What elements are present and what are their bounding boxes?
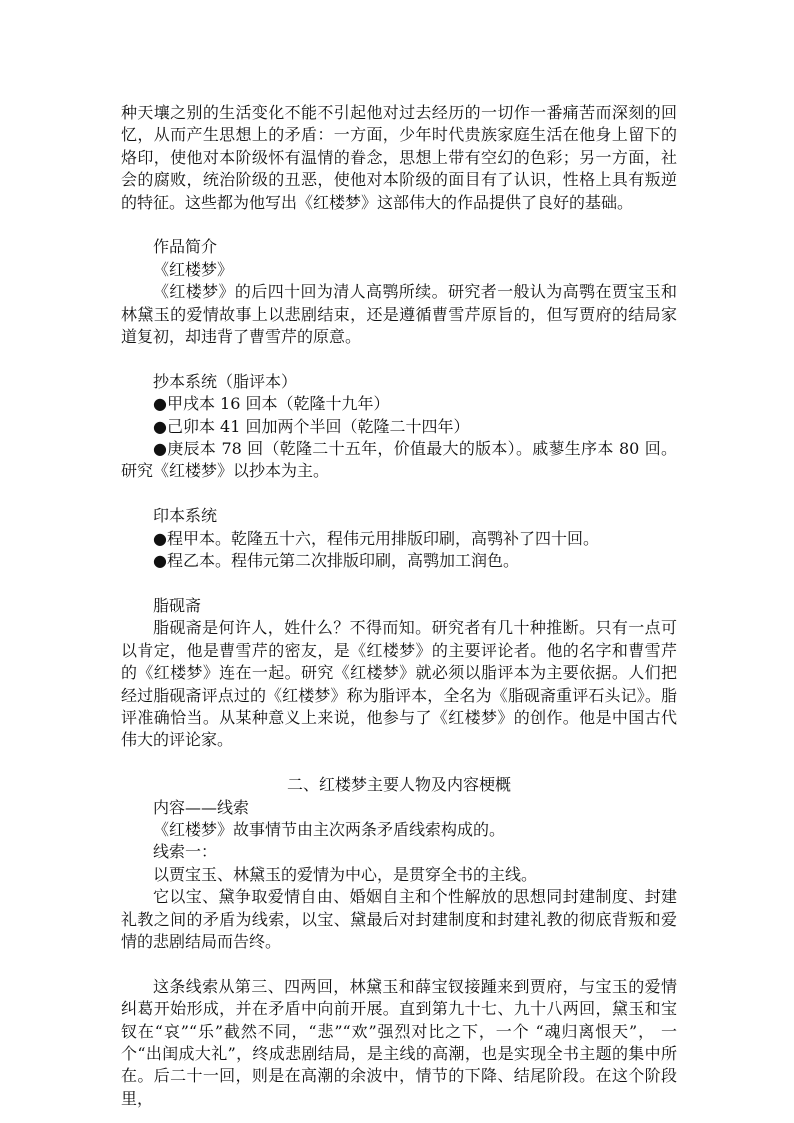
works-paragraph: 《红楼梦》的后四十回为清人高鹗所续。研究者一般认为高鹗在贾宝玉和林黛玉的爱情故事上以悲剧结束，还是遵循曹雪芹原旨的，但写贾府的结局家道复初，却违背了曹雪芹的原意。 [121,282,677,347]
spacer [121,572,677,594]
section-title: 二、红楼梦主要人物及内容梗概 [286,775,511,795]
spacer [121,953,677,975]
document-page [121,102,677,1110]
prints-heading: 印本系统 [153,506,218,526]
content-line: 《红楼梦》故事情节由主次两条矛盾线索构成的。 [153,819,506,839]
final-paragraph: 这条线索从第三、四两回，林黛玉和薛宝钗接踵来到贾府，与宝玉的爱情纠葛开始形成，并在矛盾中向前开展。直到第九十七、九十八两回，黛玉和宝钗在“哀”“乐”截然不同，“悲”“欢”强烈对比之下，一个 “魂归离恨天”， 一个“出闺成大礼”，终成悲剧结局，是主线的高潮，也是实现全书主题的集中所在。后二十一回，则是在高潮的余波中，情节的下降、结尾阶段。在这个阶段里， [121,976,677,1108]
clue-paragraph: 它以宝、黛争取爱情自由、婚姻自主和个性解放的思想同封建制度、封建礼教之间的矛盾为线索，以宝、黛最后对封建制度和封建礼教的彻底背叛和爱情的悲剧结局而告终。 [121,887,677,951]
spacer [121,348,677,370]
spacer [121,214,677,236]
book-title: 《红楼梦》 [153,259,234,279]
manuscript-item: ●己卯本 41 回加两个半回（乾隆二十四年） [153,416,470,436]
zhiyan-paragraph: 脂砚斋是何许人，姓什么？不得而知。研究者有几十种推断。只有一点可以肯定，他是曹雪芹的密友，是《红楼梦》的主要评论者。他的名字和曹雪芹的《红楼梦》连在一起。研究《红楼梦》就必须以脂评本为主要依据。人们把经过脂砚斋评点过的《红楼梦》称为脂评本，全名为《脂砚斋重评石头记》。脂评准确恰当。从某种意义上来说，他参与了《红楼梦》的创作。他是中国古代伟大的评论家。 [121,618,677,750]
clue-main: 以贾宝玉、林黛玉的爱情为中心，是贯穿全书的主线。 [153,864,538,884]
spacer [121,752,677,774]
manuscripts-heading: 抄本系统（脂评本） [153,371,298,391]
works-heading: 作品简介 [153,237,218,257]
zhiyan-heading: 脂砚斋 [153,595,202,615]
intro-paragraph: 种天壤之别的生活变化不能不引起他对过去经历的一切作一番痛苦而深刻的回忆，从而产生思想上的矛盾：一方面，少年时代贵族家庭生活在他身上留下的烙印，使他对本阶级怀有温情的眷念，思想上带有空幻的色彩；另一方面，社会的腐败，统治阶级的丑恶，使他对本阶级的面目有了认识，性格上具有叛逆的特征。这些都为他写出《红楼梦》这部伟大的作品提供了良好的基础。 [121,103,677,212]
content-heading: 内容——线索 [153,797,250,817]
spacer [121,483,677,505]
manuscript-item: ●庚辰本 78 回（乾隆二十五年，价值最大的版本）。戚蓼生序本 80 回。研究《红楼梦》以抄本为主。 [121,439,677,481]
print-item: ●程甲本。乾隆五十六，程伟元用排版印刷，高鹗补了四十回。 [153,528,599,548]
print-item: ●程乙本。程伟元第二次排版印刷，高鹗加工润色。 [153,551,519,571]
clue-label: 线索一： [153,842,218,862]
manuscript-item: ●甲戌本 16 回本（乾隆十九年） [153,394,390,414]
